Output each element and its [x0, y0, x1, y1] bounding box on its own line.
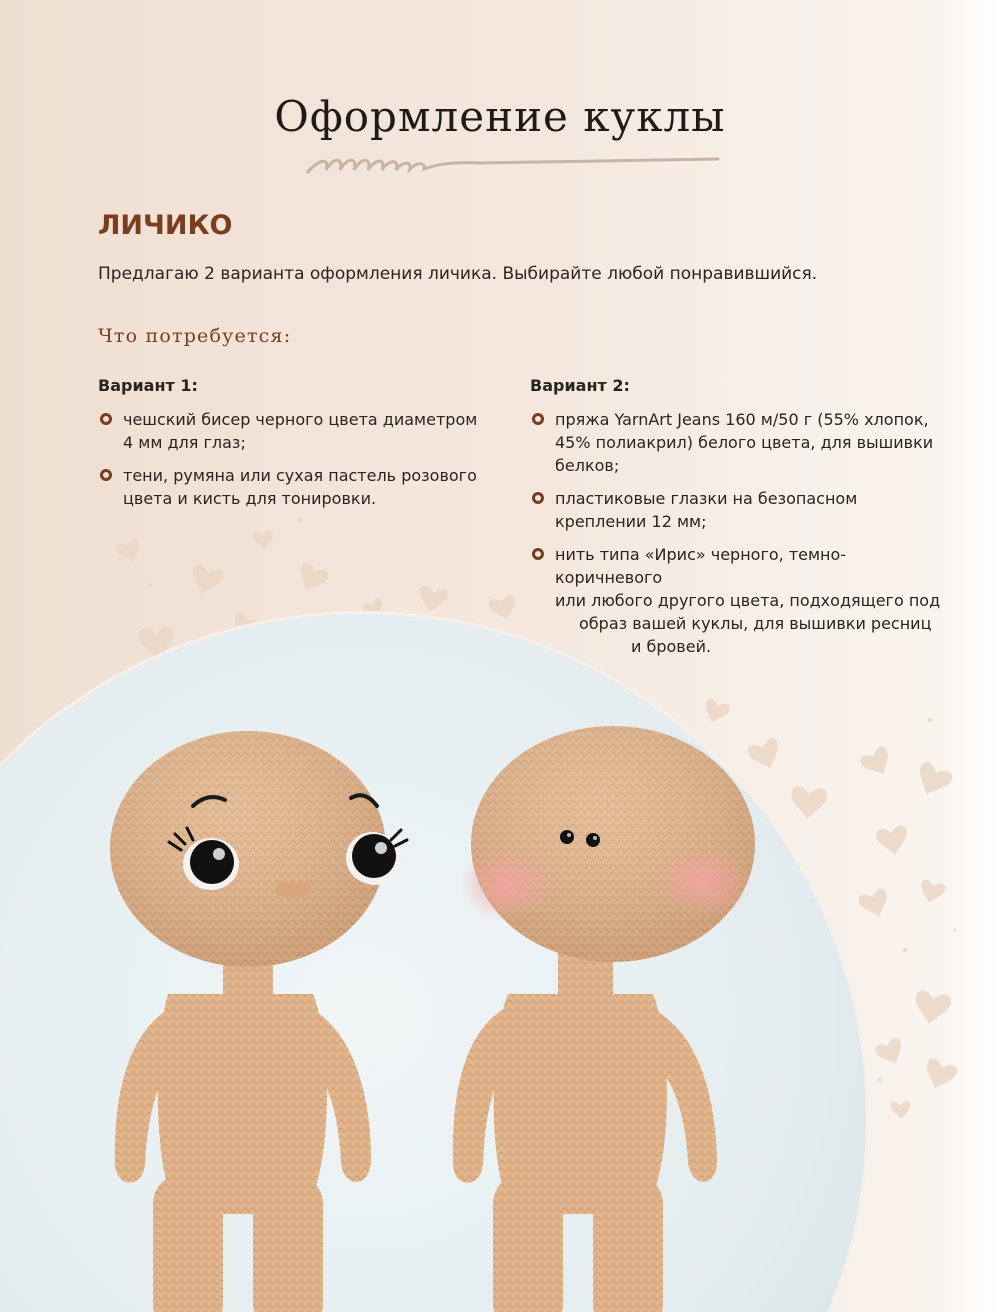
list-item-line: нить типа «Ирис» черного, темно-коричневого — [555, 545, 847, 587]
page-title: Оформление куклы — [274, 92, 726, 141]
doll-variant-2 — [453, 726, 755, 1312]
list-item-line: белков; — [555, 456, 620, 475]
variant-1-title: Вариант 1: — [98, 376, 198, 395]
list-item-line: 45% полиакрил) белого цвета, для вышивки — [555, 433, 934, 452]
heart-icon — [890, 1101, 911, 1121]
list-item-line: пластиковые глазки на безопасном — [555, 489, 858, 508]
variant-1-list — [98, 408, 498, 520]
ring-bullet-icon — [532, 492, 544, 504]
list-item-line: и бровей. — [631, 637, 712, 656]
list-item — [530, 408, 950, 477]
variant-2-title: Вариант 2: — [530, 376, 630, 395]
list-item — [530, 487, 950, 533]
title-flourish — [300, 150, 720, 180]
heart-icon — [114, 538, 145, 567]
list-item-line: или любого другого цвета, подходящего под — [555, 591, 941, 610]
heart-icon — [920, 1057, 959, 1094]
intro-text: Предлагаю 2 варианта оформления личика. Выбирайте любой понравившийся. — [98, 264, 818, 284]
doll-photo — [0, 611, 869, 1312]
dolls-illustration — [0, 614, 869, 1312]
ring-bullet-icon — [100, 413, 112, 425]
heart-icon — [874, 1036, 908, 1069]
list-item-line: 4 мм для глаз; — [123, 433, 246, 452]
doll-variant-1 — [110, 731, 407, 1312]
heart-icon — [917, 879, 946, 907]
heart-icon — [911, 990, 952, 1028]
list-item-line: тени, румяна или сухая пастель розового — [123, 466, 477, 485]
ring-bullet-icon — [532, 548, 544, 560]
section-heading: ЛИЧИКО — [98, 210, 233, 241]
list-item — [98, 464, 498, 510]
heart-icon — [911, 760, 954, 802]
heart-icon — [875, 825, 910, 858]
doll-photo-frame — [0, 611, 870, 1312]
heart-icon — [293, 561, 330, 597]
heart-icon — [187, 563, 224, 599]
list-item-line: пряжа YarnArt Jeans 160 м/50 г (55% хлопок, — [555, 410, 929, 429]
list-item-line: цвета и кисть для тонировки. — [123, 489, 377, 508]
ring-bullet-icon — [100, 469, 112, 481]
list-item-line: образ вашей куклы, для вышивки ресниц — [579, 614, 932, 633]
list-item-line: креплении 12 мм; — [555, 512, 707, 531]
heart-icon — [252, 530, 275, 552]
requirements-heading: Что потребуется: — [98, 325, 292, 347]
list-item — [98, 408, 498, 454]
ring-bullet-icon — [532, 413, 544, 425]
list-item-line: чешский бисер черного цвета диаметром — [123, 410, 478, 429]
